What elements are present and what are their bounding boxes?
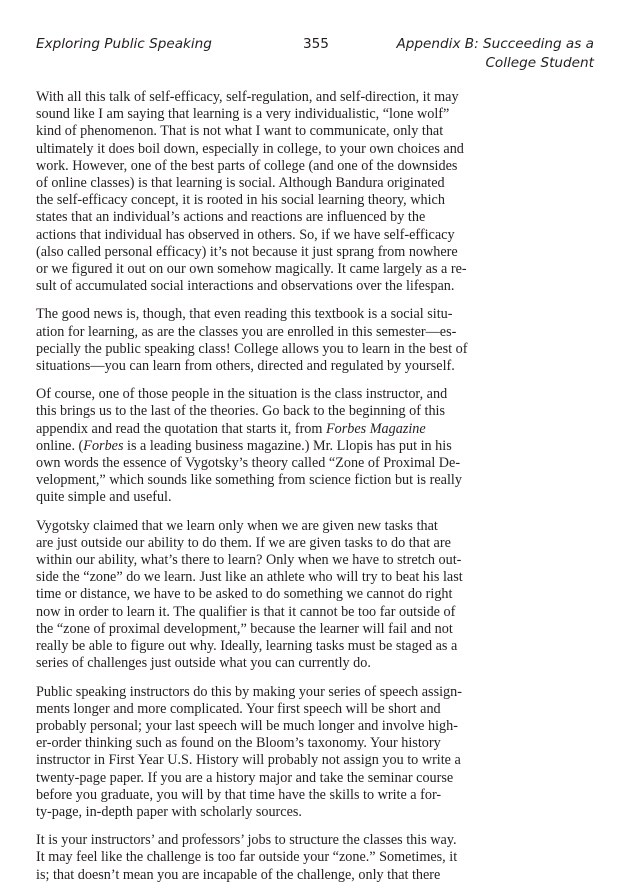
page-number: 355 <box>303 36 329 52</box>
text-line: the “zone of proximal development,” because the learner will fail and not <box>36 620 453 637</box>
text-line: ation for learning, as are the classes you are enrolled in this semester—es- <box>36 323 457 340</box>
text-line: er-order thinking such as found on the Bloom’s taxonomy. Your history <box>36 735 441 752</box>
text-line: really be able to figure out why. Ideally, learning tasks must be staged as a <box>36 638 458 655</box>
text-line: Of course, one of those people in the situation is the class instructor, and <box>36 386 448 403</box>
text-line: quite simple and useful. <box>36 489 172 506</box>
paragraph <box>36 386 596 506</box>
paragraph <box>36 306 596 375</box>
italic-publication-name: Forbes <box>83 437 124 454</box>
text-run: online. ( <box>36 437 84 454</box>
text-line: series of challenges just outside what you can currently do. <box>36 655 371 672</box>
paragraph <box>36 832 596 884</box>
text-line: sound like I am saying that learning is a very individualistic, “lone wolf” <box>36 106 450 123</box>
running-header-book-title: Exploring Public Speaking <box>36 36 212 52</box>
text-run: is a leading business magazine.) <box>123 437 313 454</box>
text-line: states that an individual’s actions and reactions are influenced by the <box>36 209 426 226</box>
text-line <box>36 438 596 455</box>
text-line: sult of accumulated social interactions and observations over the lifespan. <box>36 278 455 295</box>
running-header-chapter-title: Appendix B: Succeeding as a <box>396 36 594 52</box>
text-line: ty-page, in-depth paper with scholarly sources. <box>36 803 302 820</box>
text-line: or we figured it out on our own somehow magically. It came largely as a re- <box>36 261 467 278</box>
text-line: time or distance, we have to be asked to do something we cannot do right <box>36 586 453 603</box>
running-header-chapter-title-line2: College Student <box>485 55 594 71</box>
text-run: Mr. Llopis has put in his <box>313 437 452 454</box>
text-line: Public speaking instructors do this by making your series of speech assign- <box>36 683 462 700</box>
text-line: instructor in First Year U.S. History will probably not assign you to write a <box>36 752 461 769</box>
text-line: the self-efficacy concept, it is rooted in his social learning theory, which <box>36 192 445 209</box>
italic-publication-name: Forbes Magazine <box>325 420 426 437</box>
text-line: before you graduate, you will by that time have the skills to write a for- <box>36 786 442 803</box>
text-line: own words the essence of Vygotsky’s theory called “Zone of Proximal De- <box>36 455 461 472</box>
text-line: Vygotsky claimed that we learn only when we are given new tasks that <box>36 517 438 534</box>
text-line <box>36 421 596 438</box>
text-line: actions that individual has observed in others. So, if we have self-efficacy <box>36 226 455 243</box>
text-line: probably personal; your last speech will be much longer and involve high- <box>36 717 458 734</box>
paragraph <box>36 518 596 673</box>
body-text <box>36 89 596 895</box>
text-line: this brings us to the last of the theories. Go back to the beginning of this <box>36 403 446 420</box>
text-line: ultimately it does boil down, especially in college, to your own choices and <box>36 140 464 157</box>
text-line: pecially the public speaking class! College allows you to learn in the best of <box>36 340 468 357</box>
text-line: It may feel like the challenge is too far outside your “zone.” Sometimes, it <box>36 849 458 866</box>
text-line: is; that doesn’t mean you are incapable of the challenge, only that there <box>36 866 441 883</box>
text-run: appendix and read the quotation that starts it, from <box>36 420 326 437</box>
text-line: ments longer and more complicated. Your first speech will be short and <box>36 700 441 717</box>
text-line: within our ability, what’s there to learn? Only when we have to stretch out- <box>36 552 462 569</box>
text-line: work. However, one of the best parts of college (and one of the downsides <box>36 157 458 174</box>
text-line: It is your instructors’ and professors’ jobs to structure the classes this way. <box>36 832 457 849</box>
paragraph <box>36 89 596 295</box>
text-line: side the “zone” do we learn. Just like an athlete who will try to beat his last <box>36 569 463 586</box>
text-line: twenty-page paper. If you are a history major and take the seminar course <box>36 769 454 786</box>
text-line: (also called personal efficacy) it’s not because it just sprang from nowhere <box>36 243 458 260</box>
text-line: The good news is, though, that even reading this textbook is a social situ- <box>36 306 453 323</box>
text-line: With all this talk of self-efficacy, self-regulation, and self-direction, it may <box>36 89 459 105</box>
text-line: velopment,” which sounds like something from science fiction but is really <box>36 472 462 489</box>
text-line: situations—you can learn from others, directed and regulated by yourself. <box>36 358 455 375</box>
text-line: of online classes) is that learning is social. Although Bandura originated <box>36 175 445 192</box>
paragraph <box>36 684 596 822</box>
text-line: kind of phenomenon. That is not what I want to communicate, only that <box>36 123 444 140</box>
text-line: now in order to learn it. The qualifier is that it cannot be too far outside of <box>36 603 456 620</box>
text-line: are just outside our ability to do them. If we are given tasks to do that are <box>36 534 451 551</box>
